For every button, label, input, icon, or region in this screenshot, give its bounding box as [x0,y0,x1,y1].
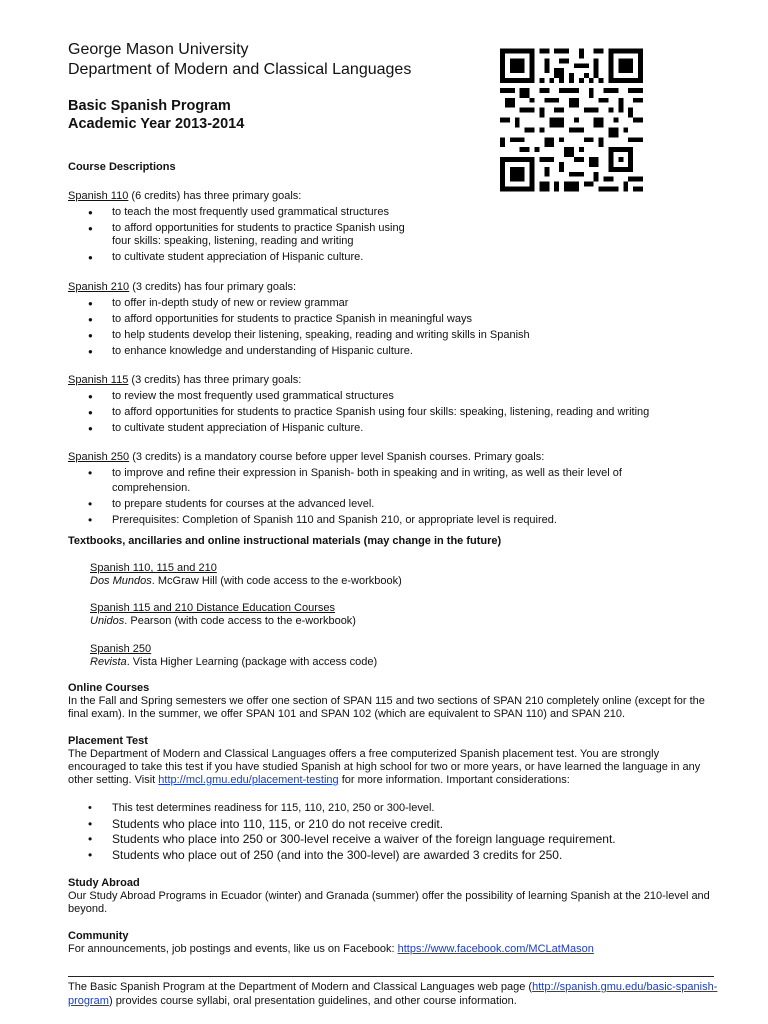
course-name: Spanish 210 [68,281,130,293]
course-intro: (3 credits) has three primary goals: [128,374,302,386]
goal-item: ● to cultivate student appreciation of Hispanic culture. [68,421,649,436]
goal-item: ● to review the most frequently used grammatical structures [68,389,649,404]
placement-considerations-list [68,801,616,863]
qr-code [500,45,643,195]
course-descriptions-heading: Course Descriptions [68,161,176,173]
textbook-details: . McGraw Hill (with code access to the e-workbook) [151,575,402,587]
university-name: George Mason University [68,41,249,58]
course-spanish-210 [68,280,530,359]
course-name: Spanish 110 [68,190,129,202]
course-intro: (3 credits) has four primary goals: [129,281,297,293]
goal-item: • Prerequisites: Completion of Spanish 110 and Spanish 210, or appropriate level is required. [68,513,622,528]
academic-year: Academic Year 2013-2014 [68,116,245,132]
textbook-course: Spanish 115 and 210 Distance Education Courses [90,602,336,614]
facebook-link[interactable]: https://www.facebook.com/MCLatMason [397,943,594,955]
program-title-block [68,97,244,133]
placement-test-heading: Placement Test [68,735,148,747]
textbook-details: . Pearson (with code access to the e-workbook) [124,615,356,627]
textbook-title: Unidos [90,615,125,627]
footer-divider [68,976,714,977]
program-title: Basic Spanish Program [68,98,231,114]
online-courses-text: In the Fall and Spring semesters we offer one section of SPAN 115 and two sections of SPAN 210 completely online (except for the final exam). In the summer, we offer SPAN 101 and SPAN 102 (which are equivalent to SPAN 110) and SPAN 210. [68,695,705,720]
list-item: • This test determines readiness for 115, 110, 210, 250 or 300-level. [68,801,616,817]
goal-item-continuation: comprehension. [112,482,191,494]
footer-text-end: ) provides course syllabi, oral presentation guidelines, and other course information. [108,995,517,1007]
goal-item: ● to afford opportunities for students to practice Spanish using four skills: speaking, listening, reading and writing [68,405,649,420]
goal-item: ● to teach the most frequently used grammatical structures [68,205,405,220]
textbook-course: Spanish 250 [90,643,152,655]
study-abroad-text: Our Study Abroad Programs in Ecuador (winter) and Granada (summer) offer the possibility of learning Spanish at the 210-level and beyond. [68,890,710,915]
textbook-details: . Vista Higher Learning (package with access code) [126,656,378,668]
course-intro: (6 credits) has three primary goals: [128,190,302,202]
textbooks-heading: Textbooks, ancillaries and online instructional materials (may change in the future) [68,535,502,547]
community-text: For announcements, job postings and events, like us on Facebook: [68,943,398,955]
list-item: • Students who place into 110, 115, or 210 do not receive credit. [68,817,616,833]
course-spanish-110 [68,189,405,265]
basic-spanish-program-link[interactable]: http://spanish.gmu.edu/basic-spanish-program [68,981,718,1007]
goal-item: ● to offer in-depth study of new or review grammar [68,296,530,311]
list-item: • Students who place into 250 or 300-level receive a waiver of the foreign language requirement. [68,832,616,848]
footer-note [68,980,718,1008]
study-abroad-section [68,877,718,916]
community-heading: Community [68,930,129,942]
textbook-item [90,562,402,588]
textbook-title: Dos Mundos [90,575,152,587]
textbook-item [90,643,377,669]
online-courses-heading: Online Courses [68,682,150,694]
goal-item: ● to help students develop their listening, speaking, reading and writing skills in Spanish [68,328,530,343]
textbook-title: Revista [90,656,127,668]
placement-test-text: The Department of Modern and Classical Languages offers a free computerized Spanish placement test. You are strongly encouraged to take this test if you have studied Spanish at high school for two or more years, or have learned the language in any other setting. Visit [68,748,701,786]
placement-test-text-end: for more information. Important considerations: [338,774,570,786]
textbook-course: Spanish 110, 115 and 210 [90,562,217,574]
course-name: Spanish 115 [68,374,129,386]
list-item: • Students who place out of 250 (and into the 300-level) are awarded 3 credits for 250. [68,848,616,864]
placement-test-section [68,735,718,787]
online-courses-section [68,682,718,721]
goal-item: ● to afford opportunities for students to practice Spanish using [68,221,405,236]
goal-item: ● to enhance knowledge and understanding of Hispanic culture. [68,344,530,359]
textbook-item [90,602,356,628]
course-intro: (3 credits) is a mandatory course before upper level Spanish courses. Primary goals: [129,451,545,463]
course-spanish-250 [68,450,622,528]
goal-item-continuation: four skills: speaking, listening, reading and writing [112,235,354,247]
course-spanish-115 [68,373,649,436]
goal-item: ● to cultivate student appreciation of Hispanic culture. [68,250,405,265]
goal-item: ● to afford opportunities for students to practice Spanish in meaningful ways [68,312,530,327]
department-name: Department of Modern and Classical Languages [68,61,412,78]
goal-item: • to prepare students for courses at the advanced level. [68,497,622,512]
goal-item: • to improve and refine their expression in Spanish- both in speaking and in writing, as well as their level of [68,466,622,481]
document-header [68,40,411,80]
community-section [68,930,718,956]
placement-testing-link[interactable]: http://mcl.gmu.edu/placement-testing [158,774,339,786]
course-name: Spanish 250 [68,451,130,463]
footer-text: The Basic Spanish Program at the Department of Modern and Classical Languages web page ( [68,981,533,993]
study-abroad-heading: Study Abroad [68,877,140,889]
